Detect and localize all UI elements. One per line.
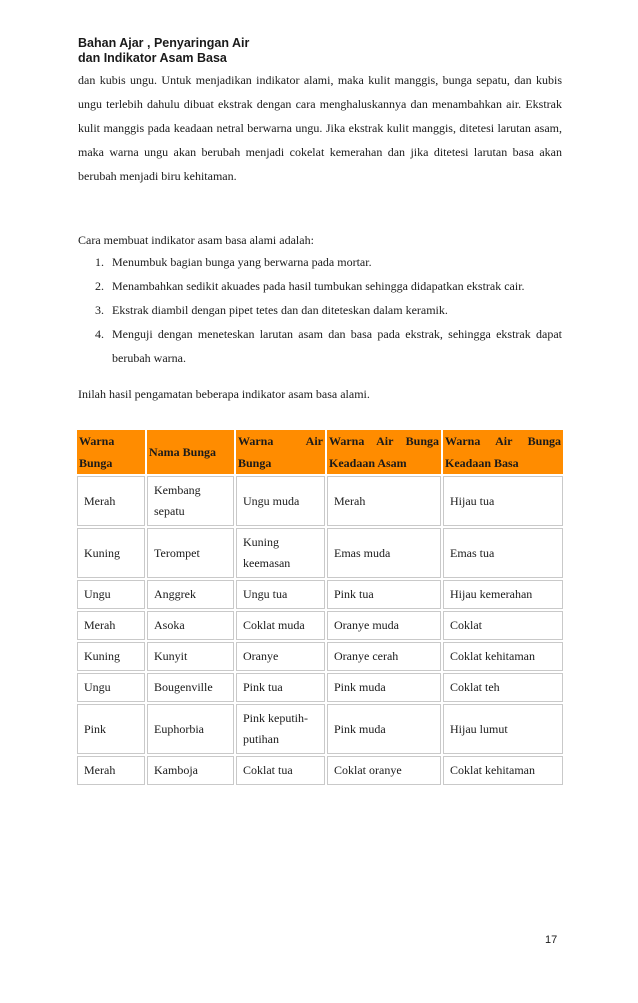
cell-acid-color: Pink muda [327, 673, 441, 702]
step-number: 2. [95, 279, 104, 293]
page-number: 17 [545, 934, 558, 946]
table-row [77, 673, 563, 702]
intro-paragraph: dan kubis ungu. Untuk menjadikan indikator alami, maka kulit manggis, bunga sepatu, dan kubis ungu terlebih dahulu dibuat ekstrak dengan cara menghaluskannya dan menambahkan air. Ekstrak kulit manggis pada keadaan netral berwarna ungu. Jika ekstrak kulit manggis, ditetesi larutan asam, maka warna ungu akan berubah menjadi cokelat kemerahan dan jika ditetesi larutan basa akan berubah menjadi biru kehitaman. [78, 73, 562, 183]
cell-water-color: Ungu tua [236, 580, 325, 609]
header-base-color-line2: Keadaan Basa [445, 456, 519, 470]
header-water-color-line2: Bunga [238, 456, 272, 470]
header-base-color [443, 430, 563, 474]
document-header [78, 36, 568, 66]
cell-base-color: Coklat teh [443, 673, 563, 702]
cell-base-color: Coklat kehitaman [443, 642, 563, 671]
step-number: 3. [95, 303, 104, 317]
table-row [77, 476, 563, 526]
table-row [77, 704, 563, 754]
header-title-line1: Bahan Ajar , Penyaringan Air [78, 36, 250, 50]
cell-water-color: Coklat tua [236, 756, 325, 785]
cell-acid-color: Pink muda [327, 704, 441, 754]
table-row [77, 611, 563, 640]
cell-flower-name: Kunyit [147, 642, 234, 671]
step-item [78, 250, 562, 274]
cell-flower-color: Merah [77, 756, 145, 785]
cell-water-color: Pink keputih-putihan [236, 704, 325, 754]
step-text: Menumbuk bagian bunga yang berwarna pada mortar. [112, 255, 372, 269]
header-acid-color-line1: Warna Air Bunga [329, 434, 439, 448]
cell-flower-color: Pink [77, 704, 145, 754]
step-text: Ekstrak diambil dengan pipet tetes dan dan diteteskan dalam keramik. [112, 303, 448, 317]
header-flower-color [77, 430, 145, 474]
step-number: 4. [95, 327, 104, 341]
cell-acid-color: Coklat oranye [327, 756, 441, 785]
cell-flower-color: Ungu [77, 673, 145, 702]
cell-flower-name: Kamboja [147, 756, 234, 785]
header-water-color-line1: Warna Air [238, 434, 323, 448]
step-number: 1. [95, 255, 104, 269]
table-row [77, 528, 563, 578]
cell-base-color: Emas tua [443, 528, 563, 578]
cell-acid-color: Oranye muda [327, 611, 441, 640]
cell-water-color: Kuning keemasan [236, 528, 325, 578]
header-water-color [236, 430, 325, 474]
cell-flower-color: Merah [77, 611, 145, 640]
cell-flower-color: Kuning [77, 528, 145, 578]
cell-acid-color: Pink tua [327, 580, 441, 609]
cell-base-color: Hijau lumut [443, 704, 563, 754]
header-flower-color-line2: Bunga [79, 456, 113, 470]
table-row [77, 642, 563, 671]
header-flower-name: Nama Bunga [147, 430, 234, 474]
steps-intro-paragraph: Cara membuat indikator asam basa alami adalah: [78, 233, 314, 247]
header-acid-color [327, 430, 441, 474]
step-item [78, 322, 562, 370]
step-item [78, 274, 562, 298]
table-row [77, 580, 563, 609]
cell-acid-color: Emas muda [327, 528, 441, 578]
cell-base-color: Hijau kemerahan [443, 580, 563, 609]
cell-flower-color: Ungu [77, 580, 145, 609]
table-header-row [77, 430, 563, 474]
cell-flower-name: Kembang sepatu [147, 476, 234, 526]
header-title-line2: dan Indikator Asam Basa [78, 51, 227, 65]
cell-flower-color: Merah [77, 476, 145, 526]
cell-water-color: Ungu muda [236, 476, 325, 526]
cell-base-color: Coklat [443, 611, 563, 640]
step-text: Menguji dengan meneteskan larutan asam dan basa pada ekstrak, sehingga ekstrak dapat berubah warna. [112, 327, 562, 365]
cell-flower-name: Bougenville [147, 673, 234, 702]
cell-flower-name: Asoka [147, 611, 234, 640]
cell-flower-name: Terompet [147, 528, 234, 578]
table-row [77, 756, 563, 785]
cell-flower-color: Kuning [77, 642, 145, 671]
header-acid-color-line2: Keadaan Asam [329, 456, 407, 470]
step-item [78, 298, 562, 322]
steps-list [78, 250, 562, 370]
step-text: Menambahkan sedikit akuades pada hasil tumbukan sehingga didapatkan ekstrak cair. [112, 279, 525, 293]
cell-acid-color: Oranye cerah [327, 642, 441, 671]
cell-water-color: Pink tua [236, 673, 325, 702]
cell-base-color: Hijau tua [443, 476, 563, 526]
header-base-color-line1: Warna Air Bunga [445, 434, 561, 448]
observation-intro-paragraph: Inilah hasil pengamatan beberapa indikator asam basa alami. [78, 387, 370, 401]
cell-base-color: Coklat kehitaman [443, 756, 563, 785]
indicator-observation-table [75, 428, 565, 787]
cell-water-color: Oranye [236, 642, 325, 671]
cell-flower-name: Anggrek [147, 580, 234, 609]
header-flower-color-line1: Warna [79, 434, 115, 448]
cell-acid-color: Merah [327, 476, 441, 526]
cell-flower-name: Euphorbia [147, 704, 234, 754]
cell-water-color: Coklat muda [236, 611, 325, 640]
